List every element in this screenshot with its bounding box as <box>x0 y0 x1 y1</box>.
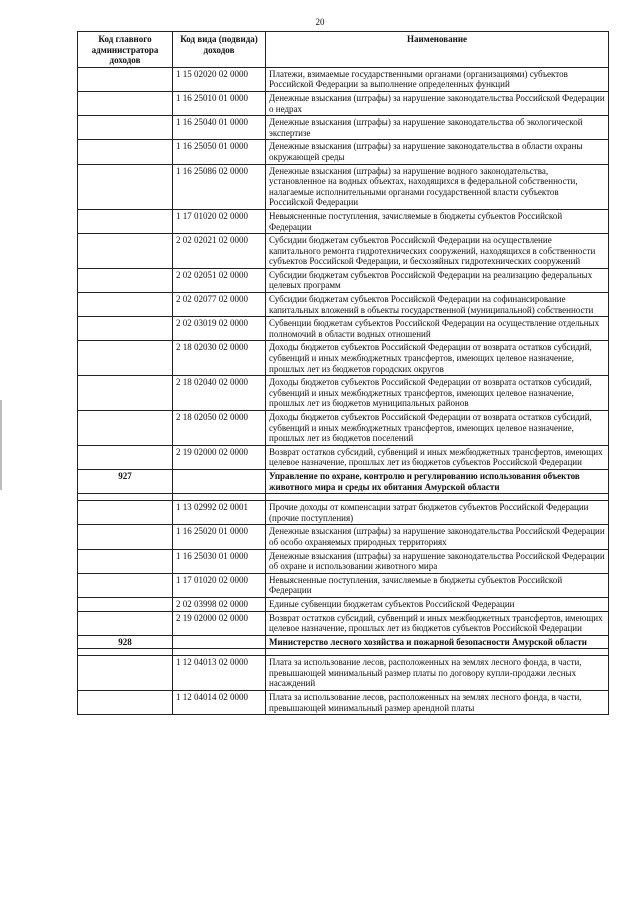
admin-cell <box>78 597 173 611</box>
table-row <box>78 445 609 469</box>
table-body <box>78 67 609 714</box>
admin-cell <box>78 525 173 549</box>
revenue-code: 1 16 25040 01 0000 <box>173 116 266 140</box>
spacer-cell <box>78 649 173 656</box>
spacer-cell <box>173 649 266 656</box>
revenue-name: Субсидии бюджетам субъектов Российской Федерации на реализацию федеральных целевых программ <box>266 268 609 292</box>
admin-cell <box>78 91 173 115</box>
table-row <box>78 501 609 525</box>
revenue-code: 1 16 25010 01 0000 <box>173 91 266 115</box>
admin-cell <box>78 293 173 317</box>
revenue-name: Единые субвенции бюджетам субъектов Российской Федерации <box>266 597 609 611</box>
admin-cell <box>78 376 173 411</box>
admin-cell <box>78 656 173 691</box>
revenue-code: 1 16 25050 01 0000 <box>173 140 266 164</box>
table-row <box>78 317 609 341</box>
revenue-name: Доходы бюджетов субъектов Российской Федерации от возврата остатков субсидий, субвенций и иных межбюджетных трансфертов, имеющих целевое назначение, прошлых лет из бюджетов муниципальных районов <box>266 376 609 411</box>
admin-cell <box>78 445 173 469</box>
admin-cell <box>78 164 173 209</box>
revenue-code: 1 12 04014 02 0000 <box>173 691 266 715</box>
admin-cell <box>78 67 173 91</box>
admin-cell <box>78 549 173 573</box>
revenue-name: Субсидии бюджетам субъектов Российской Федерации на осуществление капитального ремонта гидротехнических сооружений, находящихся в собственности субъектов Российской Федерации, и бесхозяйных гидротехнических сооружений <box>266 234 609 269</box>
section-header-row <box>78 635 609 649</box>
revenue-code: 2 02 03019 02 0000 <box>173 317 266 341</box>
admin-cell <box>78 573 173 597</box>
admin-cell <box>78 611 173 635</box>
revenue-code: 1 16 25020 01 0000 <box>173 525 266 549</box>
table-row <box>78 209 609 233</box>
revenue-code: 2 19 02000 02 0000 <box>173 445 266 469</box>
table-row <box>78 164 609 209</box>
table-row <box>78 611 609 635</box>
revenue-code: 2 02 02077 02 0000 <box>173 293 266 317</box>
admin-title: Министерство лесного хозяйства и пожарной безопасности Амурской области <box>266 635 609 649</box>
revenue-code: 1 12 04013 02 0000 <box>173 656 266 691</box>
table-row <box>78 67 609 91</box>
admin-cell <box>78 234 173 269</box>
scan-edge <box>0 400 2 490</box>
revenue-code: 2 02 02021 02 0000 <box>173 234 266 269</box>
revenue-code: 2 02 02051 02 0000 <box>173 268 266 292</box>
spacer-cell <box>173 494 266 501</box>
header-admin-code: Код главного администратора доходов <box>78 32 173 68</box>
revenue-name: Возврат остатков субсидий, субвенций и иных межбюджетных трансфертов, имеющих целевое назначение, прошлых лет из бюджетов субъектов Российской Федерации <box>266 445 609 469</box>
table-row <box>78 656 609 691</box>
admin-code: 927 <box>78 469 173 493</box>
table-row <box>78 376 609 411</box>
revenue-name: Доходы бюджетов субъектов Российской Федерации от возврата остатков субсидий, субвенций и иных межбюджетных трансфертов, имеющих целевое назначение, прошлых лет из бюджетов поселений <box>266 411 609 446</box>
admin-cell <box>78 341 173 376</box>
revenue-name: Денежные взыскания (штрафы) за нарушение законодательства Российской Федерации о недрах <box>266 91 609 115</box>
table-row <box>78 573 609 597</box>
spacer-row <box>78 494 609 501</box>
admin-cell <box>78 501 173 525</box>
revenue-code: 2 18 02030 02 0000 <box>173 341 266 376</box>
revenue-code: 2 18 02050 02 0000 <box>173 411 266 446</box>
revenue-code: 2 18 02040 02 0000 <box>173 376 266 411</box>
revenue-name: Доходы бюджетов субъектов Российской Федерации от возврата остатков субсидий, субвенций и иных межбюджетных трансфертов, имеющих целевое назначение, прошлых лет из бюджетов городских округов <box>266 341 609 376</box>
admin-cell <box>78 268 173 292</box>
admin-title: Управление по охране, контролю и регулированию использования объектов животного мира и среды их обитания Амурской области <box>266 469 609 493</box>
table-row <box>78 525 609 549</box>
table-row <box>78 116 609 140</box>
revenue-name: Денежные взыскания (штрафы) за нарушение законодательства об экологической экспертизе <box>266 116 609 140</box>
table-row <box>78 597 609 611</box>
revenue-name: Денежные взыскания (штрафы) за нарушение законодательства Российской Федерации об особо охраняемых природных территориях <box>266 525 609 549</box>
table-row <box>78 293 609 317</box>
table-row <box>78 411 609 446</box>
table-row <box>78 341 609 376</box>
revenue-name: Невыясненные поступления, зачисляемые в бюджеты субъектов Российской Федерации <box>266 573 609 597</box>
admin-cell <box>78 691 173 715</box>
revenue-name: Прочие доходы от компенсации затрат бюджетов субъектов Российской Федерации (прочие поступления) <box>266 501 609 525</box>
empty-cell <box>173 469 266 493</box>
spacer-cell <box>266 494 609 501</box>
revenue-name: Субвенции бюджетам субъектов Российской Федерации на осуществление отдельных полномочий в области водных отношений <box>266 317 609 341</box>
revenue-code: 2 02 03998 02 0000 <box>173 597 266 611</box>
page-number: 20 <box>315 17 325 27</box>
table-row <box>78 268 609 292</box>
revenue-code: 1 13 02992 02 0001 <box>173 501 266 525</box>
admin-cell <box>78 116 173 140</box>
revenue-code: 1 16 25086 02 0000 <box>173 164 266 209</box>
revenue-name: Плата за использование лесов, расположенных на землях лесного фонда, в части, превышающей минимальный размер платы по договору купли-продажи лесных насаждений <box>266 656 609 691</box>
revenue-name: Денежные взыскания (штрафы) за нарушение законодательства Российской Федерации об охране и использовании животного мира <box>266 549 609 573</box>
revenue-name: Денежные взыскания (штрафы) за нарушение законодательства в области охраны окружающей среды <box>266 140 609 164</box>
revenue-name: Плата за использование лесов, расположенных на землях лесного фонда, в части, превышающей минимальный размер арендной платы <box>266 691 609 715</box>
revenue-name: Возврат остатков субсидий, субвенций и иных межбюджетных трансфертов, имеющих целевое назначение, прошлых лет из бюджетов субъектов Российской Федерации <box>266 611 609 635</box>
revenue-name: Невыясненные поступления, зачисляемые в бюджеты субъектов Российской Федерации <box>266 209 609 233</box>
table-header-row <box>78 32 609 68</box>
revenue-name: Субсидии бюджетам субъектов Российской Федерации на софинансирование капитальных вложений в объекты государственной (муниципальной) собственности <box>266 293 609 317</box>
revenue-code: 2 19 02000 02 0000 <box>173 611 266 635</box>
table-row <box>78 691 609 715</box>
section-header-row <box>78 469 609 493</box>
revenue-name: Платежи, взимаемые государственными органами (организациями) субъектов Российской Федерации за выполнение определенных функций <box>266 67 609 91</box>
admin-cell <box>78 411 173 446</box>
table-row <box>78 140 609 164</box>
spacer-row <box>78 649 609 656</box>
revenue-code: 1 17 01020 02 0000 <box>173 573 266 597</box>
revenue-codes-table <box>77 31 609 715</box>
spacer-cell <box>266 649 609 656</box>
spacer-cell <box>78 494 173 501</box>
admin-cell <box>78 140 173 164</box>
revenue-code: 1 15 02020 02 0000 <box>173 67 266 91</box>
table-row <box>78 234 609 269</box>
header-name: Наименование <box>266 32 609 68</box>
table-row <box>78 549 609 573</box>
table-row <box>78 91 609 115</box>
header-type-code: Код вида (подвида) доходов <box>173 32 266 68</box>
revenue-code: 1 17 01020 02 0000 <box>173 209 266 233</box>
empty-cell <box>173 635 266 649</box>
revenue-code: 1 16 25030 01 0000 <box>173 549 266 573</box>
revenue-name: Денежные взыскания (штрафы) за нарушение водного законодательства, установленное на водных объектах, находящихся в федеральной собственности, налагаемые исполнительными органами государственной власти субъектов Российской Федерации <box>266 164 609 209</box>
admin-code: 928 <box>78 635 173 649</box>
admin-cell <box>78 209 173 233</box>
admin-cell <box>78 317 173 341</box>
